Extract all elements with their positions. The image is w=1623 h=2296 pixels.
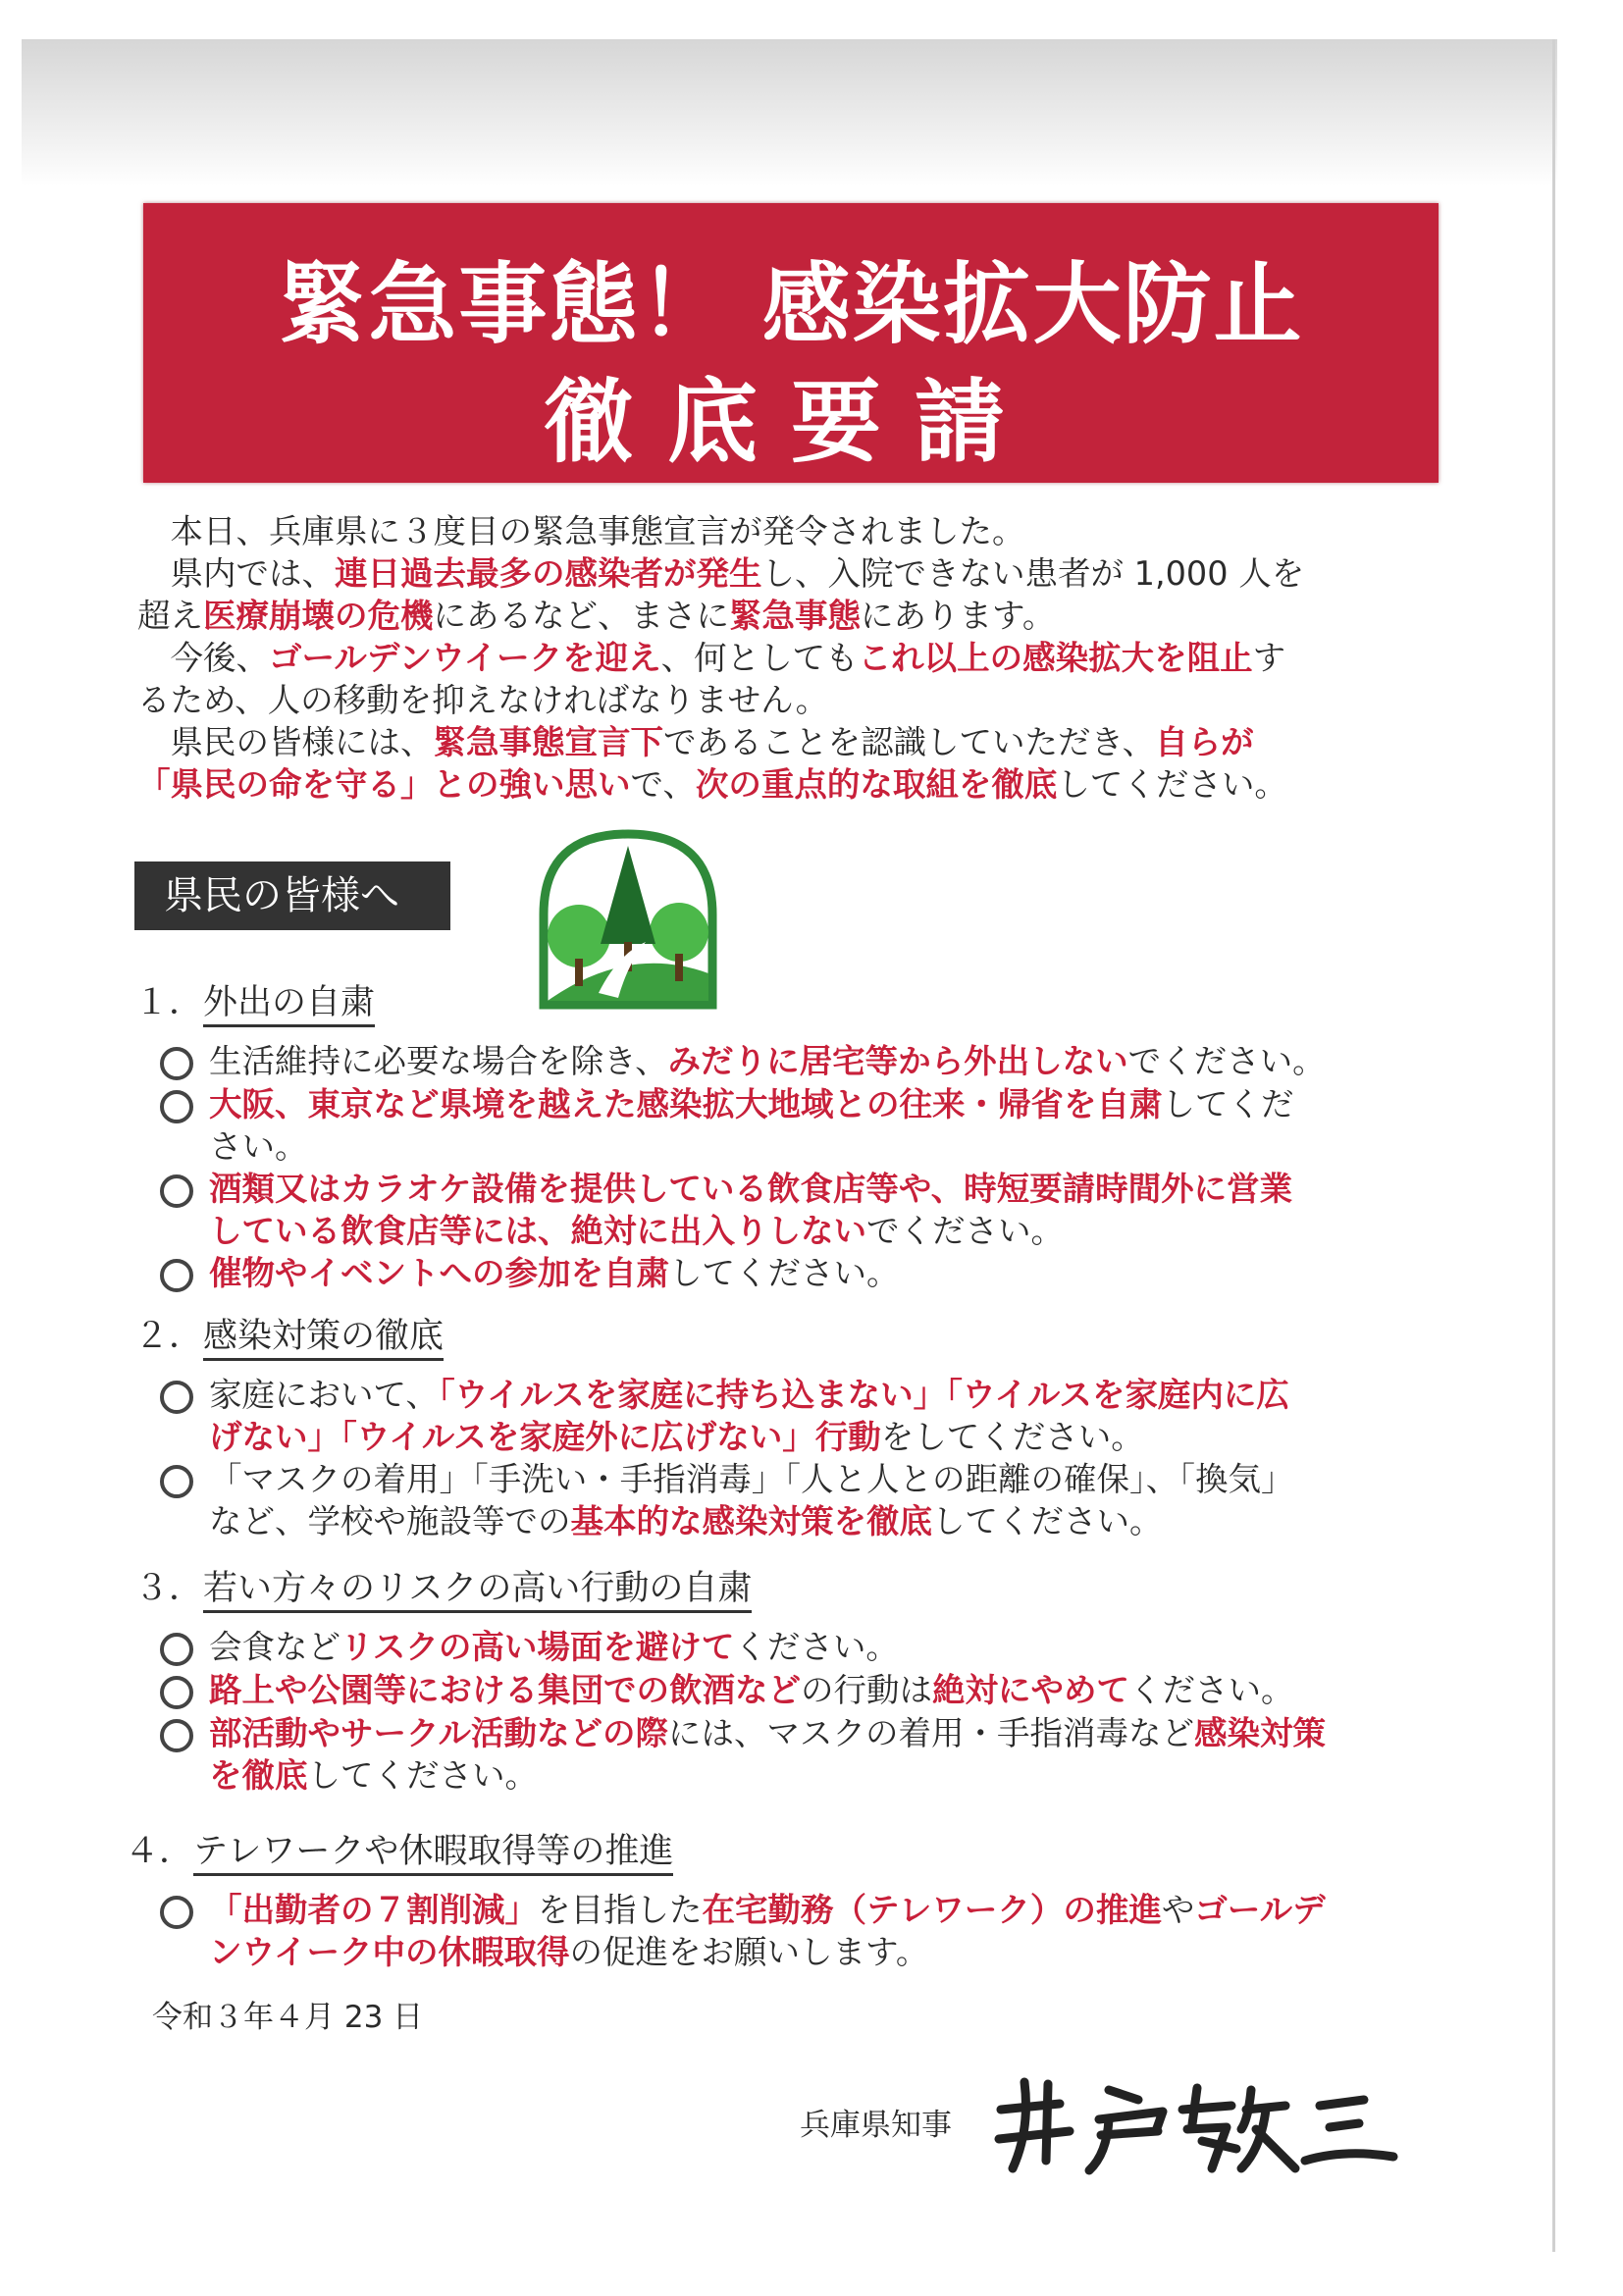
circle-bullet-icon [160,1896,193,1929]
emphasis-text: 「出勤者の７割削減」 [209,1891,538,1929]
body-text: ください。 [734,1628,899,1666]
request-item-line [209,1125,308,1169]
title-line-2: 徹底要請 [543,370,1038,475]
body-text: をしてください。 [880,1418,1144,1456]
emphasis-text: リスクの高い場面を避けて [340,1628,735,1666]
intro-line [137,637,1285,679]
body-text: 本日、兵庫県に３度目の緊急事態宣言が発令されました。 [137,512,1025,550]
section-number: ４． [125,1832,194,1871]
request-item-line [209,1374,1289,1417]
request-item-line [209,1416,1144,1459]
intro-line [137,679,828,721]
section-heading [134,1567,752,1610]
scan-edge-line [1552,39,1555,2252]
request-item-line [209,1500,1163,1543]
section-title: 感染対策の徹底 [203,1317,444,1361]
emphasis-text: ゴールデンウイークを迎え [269,639,661,677]
scan-top-shade [22,39,1557,186]
circle-bullet-icon [160,1719,193,1752]
emphasis-text: 医療崩壊の危機 [203,597,434,635]
body-text: の促進をお願いします。 [569,1933,929,1971]
emphasis-text: げない」「ウイルスを家庭外に広げない」行動 [209,1418,881,1456]
emphasis-text: 感染対策 [1194,1714,1326,1752]
request-item-line [209,1669,1294,1712]
request-item-line [209,1889,1326,1932]
emphasis-text: 在宅勤務（テレワーク）の推進 [702,1891,1162,1929]
emphasis-text: 「県民の命を守る」との強い思い [137,765,631,804]
circle-bullet-icon [160,1633,193,1666]
hyogo-tree-logo-icon [530,826,726,1013]
body-text: してくだ [1162,1085,1294,1123]
body-text: 家庭において、 [209,1376,439,1414]
body-text: 「マスクの着用」「手洗い・手指消毒」「人と人との距離の確保」、「換気」 [209,1460,1294,1498]
body-text: してください。 [932,1502,1163,1540]
body-text: には、マスクの着用・手指消毒など [668,1714,1194,1752]
section-number: １． [134,983,204,1022]
circle-bullet-icon [160,1465,193,1498]
request-item-line [209,1626,899,1669]
emphasis-text: ンウイーク中の休暇取得 [209,1933,570,1971]
section-heading [134,981,375,1024]
section-number: ２． [134,1317,204,1356]
body-text: す [1252,639,1286,677]
emphasis-text: 次の重点的な取組を徹底 [695,765,1058,804]
request-item-line [209,1252,900,1295]
circle-bullet-icon [160,1090,193,1123]
body-text: ください。 [1129,1671,1294,1709]
intro-line [137,510,1025,552]
governor-signature [991,2070,1403,2178]
request-item-line [209,1754,538,1798]
emphasis-text: 絶対にやめて [932,1671,1129,1709]
request-item-line [209,1712,1326,1755]
title-banner [143,203,1439,483]
emphasis-text: 自らが [1155,723,1254,761]
emphasis-text: 大阪、東京など県境を越えた感染拡大地域との往来・帰省を自粛 [209,1085,1163,1123]
title-line-1: 緊急事態！ 感染拡大防止 [278,253,1304,356]
emphasis-text: 部活動やサークル活動などの際 [209,1714,668,1752]
request-item-line [209,1210,1064,1253]
emphasis-text: 緊急事態 [729,597,861,635]
body-text: 県民の皆様には、 [137,723,434,761]
section-title: 外出の自粛 [203,983,375,1027]
body-text: にあるなど、まさに [433,597,729,635]
emphasis-text: を徹底 [209,1756,308,1795]
emphasis-text: 催物やイベントへの参加を自粛 [209,1254,669,1292]
request-item-line [209,1458,1294,1501]
request-item-line [209,1931,928,1974]
body-text: してください。 [307,1756,538,1795]
section-title: テレワークや休暇取得等の推進 [193,1832,673,1876]
request-item-line [209,1083,1294,1126]
body-text: 県内では、 [137,554,335,593]
body-text: 、何としても [660,639,859,677]
body-text: であることを認識していただき、 [663,723,1156,761]
body-text: 生活維持に必要な場合を除き、 [209,1042,668,1080]
section-label: 県民の皆様へ [134,861,450,930]
emphasis-text: 酒類又はカラオケ設備を提供している飲食店等や、時短要請時間外に営業 [209,1170,1293,1208]
intro-line [137,595,1055,637]
body-text: 会食など [209,1628,340,1666]
emphasis-text: している飲食店等には、絶対に出入りしない [209,1212,866,1250]
section-heading [134,1315,444,1358]
circle-bullet-icon [160,1174,193,1208]
circle-bullet-icon [160,1047,193,1080]
emphasis-text: これ以上の感染拡大を阻止 [858,639,1253,677]
circle-bullet-icon [160,1381,193,1414]
section-title: 若い方々のリスクの高い行動の自粛 [203,1569,752,1613]
emphasis-text: 緊急事態宣言下 [433,723,663,761]
body-text: し、入院できない患者が 1,000 人を [761,554,1305,593]
emphasis-text: 「ウイルスを家庭に持ち込まない」「ウイルスを家庭内に広 [438,1376,1289,1414]
body-text: るため、人の移動を抑えなければなりません。 [137,681,829,719]
governor-title: 兵庫県知事 [800,2108,952,2143]
body-text: でください。 [1127,1042,1326,1080]
section-heading [125,1830,673,1873]
section-number: ３． [134,1569,204,1608]
body-text: で、 [630,765,696,804]
issue-date: 令和３年４月 23 日 [152,2000,424,2035]
body-text: してください。 [1057,765,1287,804]
circle-bullet-icon [160,1676,193,1709]
body-text: 今後、 [137,639,269,677]
emphasis-text: 基本的な感染対策を徹底 [570,1502,932,1540]
body-text: でください。 [866,1212,1064,1250]
request-item-line [209,1040,1326,1083]
emphasis-text: ゴールデ [1194,1891,1326,1929]
intro-line [137,552,1304,595]
body-text: の行動は [801,1671,932,1709]
body-text: にあります。 [861,597,1056,635]
body-text: など、学校や施設等での [209,1502,571,1540]
request-item-line [209,1168,1292,1211]
intro-line [137,721,1254,763]
body-text: さい。 [209,1127,308,1166]
circle-bullet-icon [160,1259,193,1292]
body-text: 超え [137,597,203,635]
emphasis-text: 連日過去最多の感染者が発生 [335,554,762,593]
intro-line [137,763,1287,806]
emphasis-text: みだりに居宅等から外出しない [667,1042,1128,1080]
body-text: や [1161,1891,1195,1929]
emphasis-text: 路上や公園等における集団での飲酒など [209,1671,801,1709]
body-text: を目指した [538,1891,703,1929]
body-text: してください。 [669,1254,900,1292]
